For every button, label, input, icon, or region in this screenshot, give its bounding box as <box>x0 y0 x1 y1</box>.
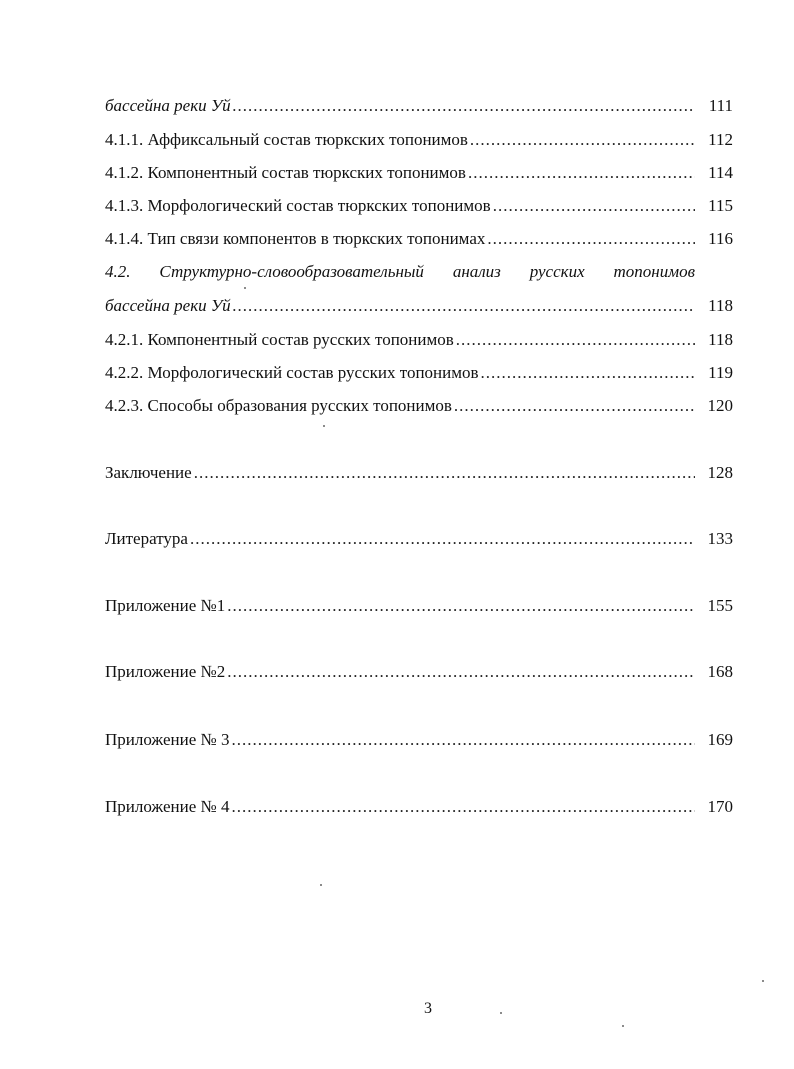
toc-entry-appendix-4 <box>105 795 733 819</box>
scan-speck <box>320 884 322 886</box>
toc-entry <box>105 294 733 318</box>
dot-leader <box>227 594 695 618</box>
toc-entry-literature <box>105 527 733 551</box>
heading-word: Структурно-словообразовательный <box>159 262 424 281</box>
toc-entry-page: 168 <box>707 662 733 681</box>
toc-entry-label: 4.1.3. Морфологический состав тюркских топонимов <box>105 196 491 215</box>
scan-speck <box>323 425 325 427</box>
dot-leader <box>456 328 695 352</box>
dot-leader <box>194 461 695 485</box>
toc-entry-page: 133 <box>707 529 733 548</box>
toc-entry-label: 4.1.2. Компонентный состав тюркских топонимов <box>105 163 466 182</box>
toc-entry-label: 4.1.1. Аффиксальный состав тюркских топонимов <box>105 130 468 149</box>
toc-entry-page: 118 <box>708 296 733 315</box>
dot-leader <box>487 227 695 251</box>
heading-word: русских <box>529 262 585 281</box>
toc-entry <box>105 128 733 152</box>
toc-entry-page: 120 <box>707 396 733 415</box>
dot-leader <box>231 795 695 819</box>
dot-leader <box>231 728 695 752</box>
heading-word: 4.2. <box>105 262 131 281</box>
toc-entry <box>105 94 733 118</box>
toc-entry-label: Приложение № 3 <box>105 730 230 749</box>
heading-word: анализ <box>452 262 501 281</box>
dot-leader <box>190 527 695 551</box>
heading-word: топонимов <box>613 262 695 281</box>
toc-entry-page: 170 <box>707 797 733 816</box>
toc-entry-label: бассейна реки Уй <box>105 296 231 315</box>
toc-entry <box>105 328 733 352</box>
toc-entry-appendix-3 <box>105 728 733 752</box>
toc-entry-page: 115 <box>708 196 733 215</box>
scan-speck <box>622 1025 624 1027</box>
dot-leader <box>454 394 695 418</box>
toc-entry-page: 119 <box>708 363 733 382</box>
toc-entry-page: 111 <box>708 96 733 115</box>
toc-entry-page: 112 <box>708 130 733 149</box>
dot-leader <box>233 294 695 318</box>
toc-entry-page: 169 <box>707 730 733 749</box>
toc-entry-label: 4.2.2. Морфологический состав русских топонимов <box>105 363 479 382</box>
toc-entry <box>105 394 733 418</box>
toc-entry-conclusion <box>105 461 733 485</box>
dot-leader <box>493 194 695 218</box>
toc-entry-label: 4.2.3. Способы образования русских топонимов <box>105 396 452 415</box>
toc-entry-label: 4.1.4. Тип связи компонентов в тюркских топонимах <box>105 229 486 248</box>
dot-leader <box>470 128 695 152</box>
toc-entry-label: 4.2.1. Компонентный состав русских топонимов <box>105 330 454 349</box>
toc-entry-label: Приложение №2 <box>105 662 226 681</box>
dot-leader <box>233 94 695 118</box>
dot-leader <box>227 660 695 684</box>
toc-entry-page: 118 <box>708 330 733 349</box>
toc-entry <box>105 361 733 385</box>
toc-entry <box>105 194 733 218</box>
toc-entry-label: Приложение № 4 <box>105 797 230 816</box>
toc-entry-page: 155 <box>707 596 733 615</box>
toc-entry-appendix-1 <box>105 594 733 618</box>
toc-section-heading <box>105 260 695 284</box>
toc-entry <box>105 227 733 251</box>
toc-entry <box>105 161 733 185</box>
dot-leader <box>468 161 695 185</box>
toc-entry-label: Литература <box>105 529 188 548</box>
toc-entry-label: бассейна реки Уй <box>105 96 231 115</box>
toc-entry-page: 116 <box>708 229 733 248</box>
footer-page-number: 3 <box>424 1000 432 1017</box>
scan-speck <box>244 287 246 289</box>
toc-entry-appendix-2 <box>105 660 733 684</box>
toc-entry-page: 114 <box>708 163 733 182</box>
scan-speck <box>500 1012 502 1014</box>
toc-entry-page: 128 <box>707 463 733 482</box>
scan-speck <box>762 980 764 982</box>
dot-leader <box>481 361 695 385</box>
toc-entry-label: Приложение №1 <box>105 596 226 615</box>
toc-entry-label: Заключение <box>105 463 192 482</box>
